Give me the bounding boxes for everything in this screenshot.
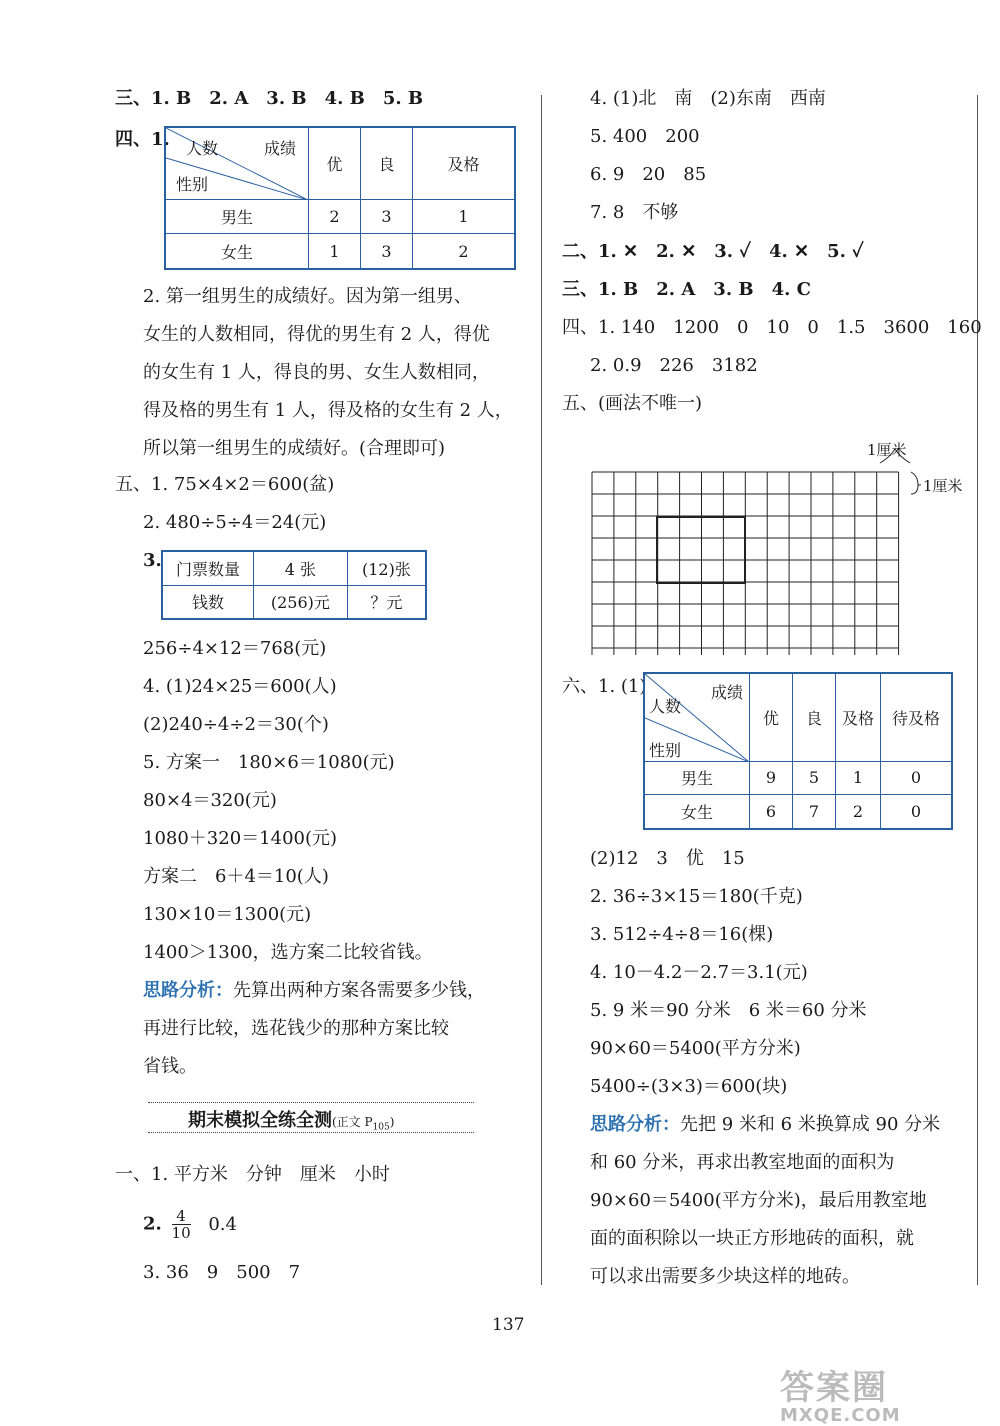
- table-header: 优: [750, 673, 793, 761]
- right-line: 2. 36÷3×15＝180(千克): [590, 886, 803, 907]
- right-line: 2. 0.9 226 3182: [590, 355, 758, 376]
- calc-line: 4. (1)24×25＝600(人): [143, 676, 337, 697]
- table-cell: 7: [793, 795, 836, 829]
- row-label: 男生: [644, 761, 750, 795]
- section-5-item-2: 2. 480÷5÷4＝24(元): [143, 512, 327, 533]
- table-header: 优: [309, 127, 361, 199]
- analysis-line: 和 60 分米，再求出教室地面的面积为: [590, 1152, 895, 1173]
- analysis-line: 再进行比较，选花钱少的那种方案比较: [143, 1018, 449, 1039]
- table-cell: 门票数量: [162, 551, 254, 585]
- section-3-answers: 三、1. B 2. A 3. B 4. B 5. B: [115, 88, 424, 109]
- unit-label-top: 1厘米: [867, 441, 907, 459]
- analysis-line: [590, 1112, 940, 1138]
- corner-label-score: 成绩: [711, 683, 744, 702]
- answer-paragraph-line: 所以第一组男生的成绩好。(合理即可): [143, 438, 446, 459]
- analysis-label: 思路分析：: [590, 1114, 680, 1135]
- analysis-label: 思路分析：: [143, 980, 233, 1001]
- right-line: 5. 9 米＝90 分米 6 米＝60 分米: [590, 1000, 867, 1021]
- table-cell: 2: [836, 795, 881, 829]
- table-corner-cell: [165, 127, 309, 199]
- right-line: 五、(画法不唯一): [562, 393, 703, 414]
- right-line: 四、1. 140 1200 0 10 0 1.5 3600 160: [562, 317, 982, 338]
- page-number: 137: [492, 1315, 525, 1335]
- table-header: 及格: [413, 127, 515, 199]
- table-header: 及格: [836, 673, 881, 761]
- section-6-label: 六、1. (1): [562, 676, 647, 697]
- table-cell: 0: [881, 795, 953, 829]
- table-corner-cell: [644, 673, 750, 761]
- section-5-item-1: 五、1. 75×4×2＝600(盆): [115, 474, 335, 495]
- right-line: 二、1. ✕ 2. ✕ 3. ✓ 4. ✕ 5. ✓: [562, 241, 864, 262]
- calc-line: 256÷4×12＝768(元): [143, 638, 327, 659]
- final-1: 一、1. 平方米 分钟 厘米 小时: [115, 1164, 390, 1185]
- unit-label-right: 1厘米: [923, 477, 963, 495]
- right-line: (2)12 3 优 15: [590, 848, 745, 869]
- right-line: 4. (1)北 南 (2)东南 西南: [590, 88, 826, 109]
- watermark-logo-text: 答案圈: [780, 1368, 888, 1408]
- fraction: [172, 1208, 191, 1241]
- section-5-item-3-label: 3.: [143, 550, 162, 571]
- row-label: 女生: [165, 234, 309, 269]
- calc-line: 80×4＝320(元): [143, 790, 277, 811]
- right-line: 4. 10－4.2－2.7＝3.1(元): [590, 962, 808, 983]
- calc-line: 130×10＝1300(元): [143, 904, 312, 925]
- row-label: 女生: [644, 795, 750, 829]
- corner-label-score: 成绩: [264, 139, 297, 158]
- analysis-text: 先算出两种方案各需要多少钱，: [233, 980, 485, 1001]
- right-line: 三、1. B 2. A 3. B 4. C: [562, 279, 811, 300]
- fraction-numerator: 4: [172, 1208, 191, 1225]
- banner-ref: [332, 1115, 395, 1133]
- corner-label-count: 人数: [186, 139, 219, 158]
- banner-title-wrap: [188, 1106, 394, 1132]
- section-4-label: 四、1.: [115, 129, 170, 150]
- corner-label-gender: 性别: [176, 175, 209, 194]
- section-banner: [148, 1102, 474, 1136]
- table-header: 良: [361, 127, 413, 199]
- table-cell: 5: [793, 761, 836, 795]
- answer-paragraph-line: 的女生有 1 人，得良的男、女生人数相同，: [143, 362, 490, 383]
- table-cell: 2: [413, 234, 515, 269]
- answer-paragraph-line: 女生的人数相同，得优的男生有 2 人，得优: [143, 324, 490, 345]
- score-table-2: [643, 672, 953, 830]
- row-label: 男生: [165, 199, 309, 234]
- table-cell: 3: [361, 199, 413, 234]
- column-divider: [541, 95, 542, 1285]
- analysis-line: 90×60＝5400(平方分米)，最后用教室地: [590, 1190, 927, 1211]
- final-2: [143, 1208, 237, 1241]
- table-cell: 1: [309, 234, 361, 269]
- analysis-line: 省钱。: [143, 1056, 197, 1077]
- answer-paragraph-line: 得及格的男生有 1 人，得及格的女生有 2 人，: [143, 400, 513, 421]
- calc-line: 5. 方案一 180×6＝1080(元): [143, 752, 395, 773]
- right-line: 5400÷(3×3)＝600(块): [590, 1076, 788, 1097]
- analysis-line: 可以求出需要多少块这样的地砖。: [590, 1266, 860, 1287]
- right-line: 6. 9 20 85: [590, 164, 707, 185]
- ticket-table: [161, 550, 427, 620]
- analysis-text: 先把 9 米和 6 米换算成 90 分米: [680, 1114, 941, 1135]
- corner-label-gender: 性别: [649, 741, 682, 760]
- table-cell: 6: [750, 795, 793, 829]
- banner-title: 期末模拟全练全测: [188, 1110, 332, 1131]
- banner-ref-close: ): [389, 1115, 395, 1129]
- table-cell: 钱数: [162, 585, 254, 619]
- right-brace: [911, 472, 921, 494]
- table-cell: 1: [413, 199, 515, 234]
- table-header: 良: [793, 673, 836, 761]
- banner-ref-page: 105: [372, 1122, 390, 1133]
- table-cell: 0: [881, 761, 953, 795]
- calc-line: 1080＋320＝1400(元): [143, 828, 338, 849]
- table-header: 待及格: [881, 673, 953, 761]
- final-3: 3. 36 9 500 7: [143, 1262, 301, 1283]
- watermark-logo: [780, 1360, 901, 1426]
- final-2-decimal: 0.4: [208, 1213, 237, 1235]
- table-cell: (12)张: [347, 551, 426, 585]
- answer-paragraph-line: 2. 第一组男生的成绩好。因为第一组男、: [143, 286, 472, 307]
- table-cell: 4 张: [254, 551, 348, 585]
- right-margin-rule: [977, 95, 978, 1285]
- right-line: 5. 400 200: [590, 126, 700, 147]
- analysis-line: [143, 978, 485, 1004]
- watermark-domain: MXQE.COM: [780, 1405, 901, 1426]
- analysis-line: 面的面积除以一块正方形地砖的面积，就: [590, 1228, 914, 1249]
- score-table-1: [164, 126, 516, 270]
- banner-ref-text: (正文 P: [332, 1115, 373, 1129]
- grid-drawing: [585, 435, 980, 655]
- banner-rule-top: [148, 1102, 474, 1103]
- corner-label-count: 人数: [649, 697, 682, 716]
- final-2-label: 2.: [143, 1213, 162, 1235]
- right-line: 7. 8 不够: [590, 202, 679, 223]
- table-cell: ？元: [347, 585, 426, 619]
- table-cell: 3: [361, 234, 413, 269]
- table-cell: 2: [309, 199, 361, 234]
- fraction-denominator: 10: [171, 1224, 191, 1242]
- right-line: 3. 512÷4÷8＝16(棵): [590, 924, 774, 945]
- table-cell: (256)元: [254, 585, 348, 619]
- table-cell: 1: [836, 761, 881, 795]
- calc-line: 方案二 6＋4＝10(人): [143, 866, 329, 887]
- table-cell: 9: [750, 761, 793, 795]
- calc-line: 1400＞1300，选方案二比较省钱。: [143, 942, 433, 963]
- calc-line: (2)240÷4÷2＝30(个): [143, 714, 329, 735]
- right-line: 90×60＝5400(平方分米): [590, 1038, 801, 1059]
